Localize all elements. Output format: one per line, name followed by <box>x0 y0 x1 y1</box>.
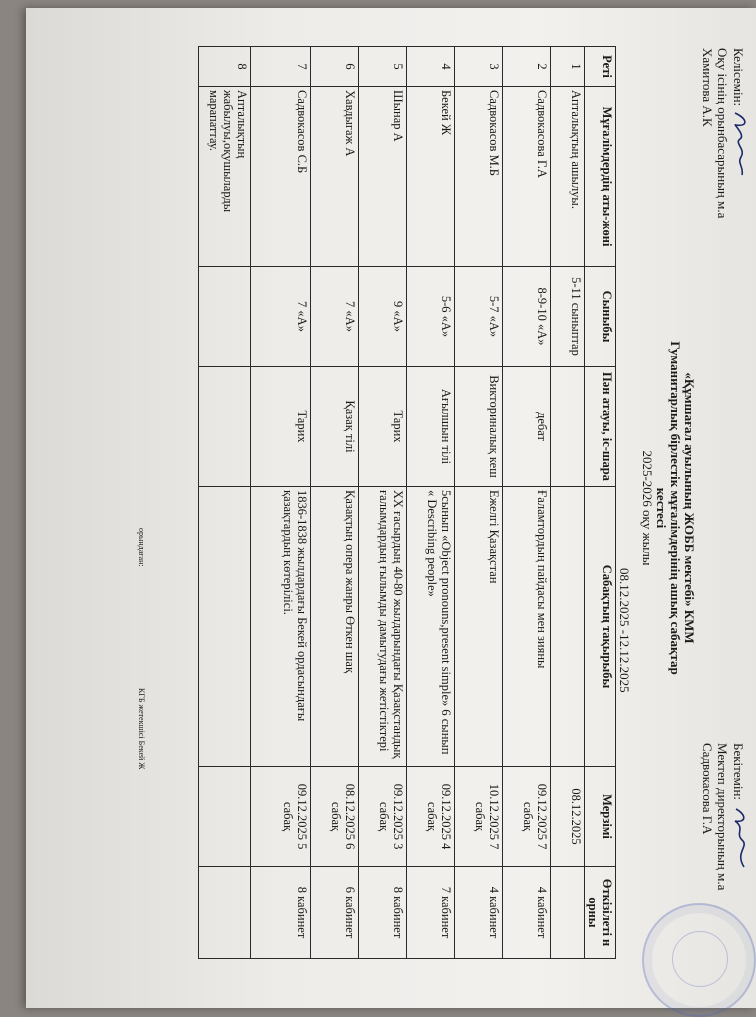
table-cell <box>199 367 251 487</box>
director-role: Мектеп директорының м.а <box>715 743 730 891</box>
table-cell: 08.12.2025 <box>551 767 585 867</box>
prepared-by-label: орындаған: <box>137 528 146 567</box>
table-cell: дебат <box>503 367 551 487</box>
table-row <box>407 47 455 959</box>
table-cell <box>551 367 585 487</box>
table-cell: 7 кабинет <box>407 867 455 959</box>
table-cell: 7 <box>251 47 311 87</box>
table-cell: Қазақ тілі <box>311 367 359 487</box>
agreed-label: Келісемін: <box>731 48 746 107</box>
table-cell: 8 кабинет <box>251 867 311 959</box>
signature-mark <box>730 803 750 873</box>
signature-mark <box>730 109 750 179</box>
table-cell: 09.12.2025 3 сабақ <box>359 767 407 867</box>
table-cell: 7 «А» <box>311 267 359 367</box>
table-row <box>199 47 251 959</box>
table-cell: Апталықтың жабылуы,оқушыларды марапаттау. <box>199 87 251 267</box>
col-header: Сыныбы <box>585 267 616 367</box>
table-cell: 5 <box>359 47 407 87</box>
table-cell <box>199 487 251 767</box>
deputy-role: Оқу ісінің орынбасарының м.а <box>715 48 730 219</box>
table-cell <box>199 267 251 367</box>
col-header: Реті <box>585 47 616 87</box>
table-row <box>503 47 551 959</box>
title-school: «Құмшағал ауылының ЖОББ мектебі» КММ <box>682 372 697 644</box>
table-row <box>551 47 585 959</box>
table-cell: Ғаламтордың пайдасы мен зияны <box>503 487 551 767</box>
table-cell: 3 <box>455 47 503 87</box>
table-cell: Садвокасов М.Б <box>455 87 503 267</box>
paper-sheet <box>26 8 756 1008</box>
table-cell: Хавдыгаж А <box>311 87 359 267</box>
col-header: Сабақтың тақырыбы <box>585 487 616 767</box>
table-cell: 5-7 «А» <box>455 267 503 367</box>
table-cell: 5-11 сыныптар <box>551 267 585 367</box>
deputy-name: Хамитова А.К <box>700 48 715 127</box>
table-cell: 09.12.2025 7 сабақ <box>503 767 551 867</box>
table-cell: Шынар А <box>359 87 407 267</box>
table-cell: 8 <box>199 47 251 87</box>
table-cell: 1 <box>551 47 585 87</box>
table-cell: 4 <box>407 47 455 87</box>
table-cell: 10.12.2025 7 сабақ <box>455 767 503 867</box>
table-cell: 9 «А» <box>359 267 407 367</box>
col-header: Мұғалімдердің аты-жөні <box>585 87 616 267</box>
table-row <box>251 47 311 959</box>
table-cell: Бекей Ж <box>407 87 455 267</box>
table-cell: 1836-1838 жылдардағы Бекей ордасындағы қазақтардың көтерілісі. <box>251 487 311 767</box>
title-subject: Гуманитарлық бірлестік мұғалімдерінің ашық сабақтар <box>668 341 683 675</box>
table-cell: Тарих <box>251 367 311 487</box>
table-row <box>359 47 407 959</box>
table-cell: Тарих <box>359 367 407 487</box>
table-cell: Ағылшын тілі <box>407 367 455 487</box>
table-cell: 4 кабинет <box>455 867 503 959</box>
table-cell: Апталықтың ашылуы. <box>551 87 585 267</box>
table-cell: 5сынып «Object pronouns,present simple» 6 сынып « Describing people» <box>407 487 455 767</box>
table-cell: 09.12.2025 5 сабақ <box>251 767 311 867</box>
table-cell: 5-6 «А» <box>407 267 455 367</box>
table-cell: Ежелгі Қазақстан <box>455 487 503 767</box>
approved-label: Бекітемін: <box>731 743 746 801</box>
table-cell: 4 кабинет <box>503 867 551 959</box>
col-header: Өткізілеті н орны <box>585 867 616 959</box>
group-leader-label: КГБ жетекшісі Бекей Ж <box>137 688 146 770</box>
week-dates: 08.12.2025 -12.12.2025 <box>617 568 632 693</box>
table-row <box>455 47 503 959</box>
table-cell: XX ғасырдың 40-80 жылдарындағы Қазақстандық ғалымдардың ғылымды дамытудағы жетістіктері <box>359 487 407 767</box>
table-cell: 8-9-10 «А» <box>503 267 551 367</box>
table-cell: Садвокасов С.Б <box>251 87 311 267</box>
table-header-row <box>585 47 616 959</box>
table-cell: 08.12.2025 6 сабақ <box>311 767 359 867</box>
schedule-table <box>198 46 616 959</box>
table-cell: Қазақтың опера жанры Өткен шақ <box>311 487 359 767</box>
approval-block-left <box>700 48 750 218</box>
table-cell <box>551 487 585 767</box>
table-cell: 09.12.2025 4 сабақ <box>407 767 455 867</box>
table-cell <box>199 867 251 959</box>
table-cell: 6 кабинет <box>311 867 359 959</box>
table-cell: 2 <box>503 47 551 87</box>
table-cell <box>199 767 251 867</box>
title-year: 2025-2026 оқу жылы <box>640 450 655 566</box>
table-cell: Садвокасова Г.А <box>503 87 551 267</box>
table-cell: Викториналық кеш <box>455 367 503 487</box>
table-cell: 6 <box>311 47 359 87</box>
title-schedule: кестесі <box>654 487 669 529</box>
approval-block-right <box>700 743 750 890</box>
director-name: Садвокасова Г.А <box>700 743 715 835</box>
document-page <box>26 8 756 1008</box>
table-cell: 7 «А» <box>251 267 311 367</box>
table-row <box>311 47 359 959</box>
table-cell: 8 кабинет <box>359 867 407 959</box>
table-cell <box>551 867 585 959</box>
col-header: Мерзімі <box>585 767 616 867</box>
col-header: Пән атауы, іс-шара <box>585 367 616 487</box>
document-title <box>640 8 696 1008</box>
